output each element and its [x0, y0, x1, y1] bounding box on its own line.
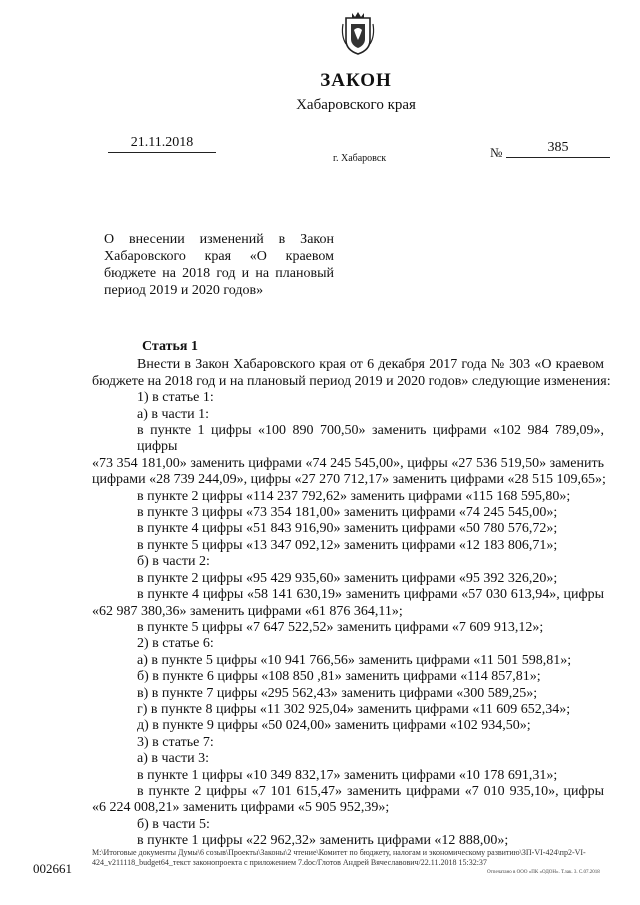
law-number: 385 [506, 140, 610, 158]
text-line: в) в пункте 7 цифры «295 562,43» заменить цифрами «300 589,25»; [137, 685, 538, 701]
text-line: в пункте 4 цифры «51 843 916,90» заменить цифрами «50 780 576,72»; [137, 521, 558, 537]
text-line: цифрами «28 739 244,09», цифры «27 270 712,17» заменить цифрами «28 515 109,65»; [92, 472, 606, 488]
text-line: 3) в статье 7: [137, 734, 214, 750]
text-line: г) в пункте 8 цифры «11 302 925,04» заменить цифрами «11 609 652,34»; [137, 701, 571, 717]
text-line: 1) в статье 1: [137, 390, 214, 406]
text-line: в пункте 1 цифры «22 962,32» заменить цифрами «12 888,00»; [137, 833, 509, 849]
text-line: в пункте 2 цифры «114 237 792,62» заменить цифрами «115 168 595,80»; [137, 488, 571, 504]
text-line: в пункте 2 цифры «7 101 615,47» заменить цифрами «7 010 935,10», цифры [137, 783, 604, 799]
text-line: Внести в Закон Хабаровского края от 6 декабря 2017 года № 303 «О краевом [137, 357, 604, 373]
text-line: в пункте 1 цифры «100 890 700,50» заменить цифрами «102 984 789,09», цифры [137, 423, 604, 455]
number-label: № [490, 145, 503, 160]
document-body [92, 339, 611, 850]
text-line: б) в части 5: [137, 816, 210, 832]
document-title: ЗАКОН [320, 70, 392, 91]
city-label: г. Хабаровск [333, 153, 387, 164]
article-lines [92, 357, 611, 849]
coat-of-arms-emblem [340, 10, 376, 56]
text-line: а) в пункте 5 цифры «10 941 766,56» заменить цифрами «11 501 598,81»; [137, 652, 572, 668]
article-title: Статья 1 [142, 339, 198, 354]
text-line: в пункте 5 цифры «7 647 522,52» заменить цифрами «7 609 913,12»; [137, 619, 544, 635]
text-line: а) в части 3: [137, 751, 209, 767]
text-line: б) в пункте 6 цифры «108 850 ,81» заменить цифрами «114 857,81»; [137, 669, 541, 685]
text-line: «73 354 181,00» заменить цифрами «74 245 545,00», цифры «27 536 519,50» заменить [92, 455, 604, 471]
print-note: Отпечатано в ООО «ПК «ОДОН». Т.зак. 3. С.07.2018 [487, 870, 600, 875]
document-code: 002661 [33, 861, 72, 876]
text-line: бюджете на 2018 год и на плановый период 2019 и 2020 годов» следующие изменения: [92, 373, 611, 389]
text-line: «6 224 008,21» заменить цифрами «5 905 952,39»; [92, 800, 390, 816]
law-subject: О внесении изменений в Закон Хабаровского края «О краевом бюджете на 2018 год и на плановый период 2019 и 2020 годов» [104, 232, 334, 298]
text-line: в пункте 4 цифры «58 141 630,19» заменить цифрами «57 030 613,94», цифры [137, 587, 604, 603]
text-line: д) в пункте 9 цифры «50 024,00» заменить цифрами «102 934,50»; [137, 718, 531, 734]
text-line: «62 987 380,36» заменить цифрами «61 876 364,11»; [92, 603, 403, 619]
text-line: в пункте 5 цифры «13 347 092,12» заменить цифрами «12 183 806,71»; [137, 537, 558, 553]
footer-file-path: М:\Итоговые документы Думы\6 созыв\Проекты\Законы\2 чтение\Комитет по бюджету, налогам и экономическому развитию\ЗП-VI-424\пр2-VI-424_v211118_budget64_текст законопроекта с приложением 7.doc/Глотов Андрей Вячеславович/22.11.2018 15:32:37 [92, 848, 586, 867]
text-line: в пункте 2 цифры «95 429 935,60» заменить цифрами «95 392 326,20»; [137, 570, 558, 586]
text-line: в пункте 1 цифры «10 349 832,17» заменить цифрами «10 178 691,31»; [137, 767, 558, 783]
text-line: б) в части 2: [137, 554, 210, 570]
text-line: в пункте 3 цифры «73 354 181,00» заменить цифрами «74 245 545,00»; [137, 505, 558, 521]
text-line: а) в части 1: [137, 406, 209, 422]
document-subtitle: Хабаровского края [296, 97, 416, 113]
text-line: 2) в статье 6: [137, 636, 214, 652]
law-date: 21.11.2018 [108, 135, 216, 153]
